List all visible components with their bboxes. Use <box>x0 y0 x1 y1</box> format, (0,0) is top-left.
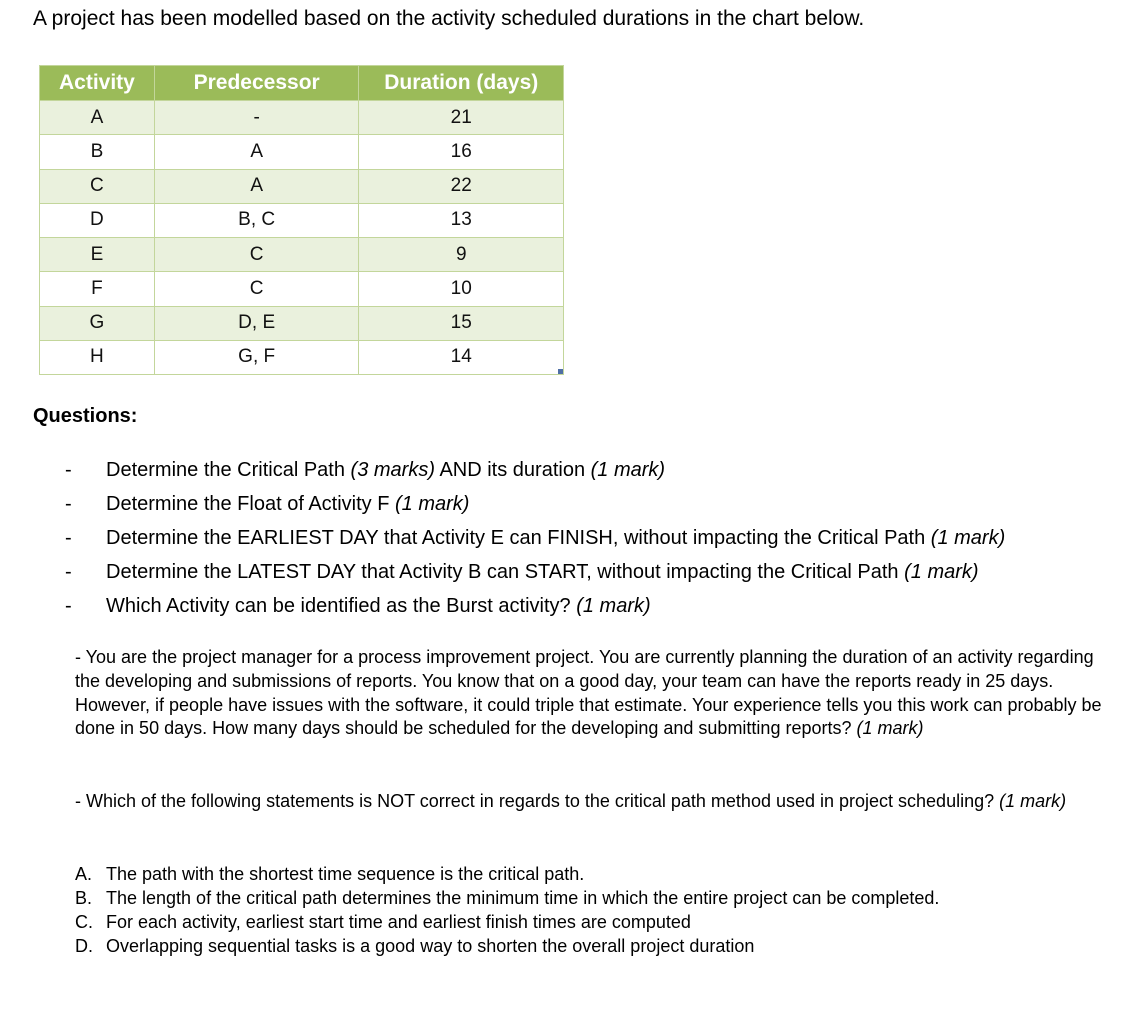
question-text: Determine the LATEST DAY that Activity B can START, without impacting the Critical Path (1 mark) <box>106 561 979 583</box>
questions-heading: Questions: <box>33 405 138 427</box>
cell-predecessor: A <box>154 169 359 203</box>
option-letter: B. <box>75 888 93 908</box>
header-predecessor: Predecessor <box>154 66 359 101</box>
cell-duration: 22 <box>359 169 564 203</box>
cell-predecessor: C <box>154 238 359 272</box>
cell-duration: 9 <box>359 238 564 272</box>
table-row <box>40 272 564 306</box>
table-row <box>40 101 564 135</box>
cell-predecessor: G, F <box>154 340 359 374</box>
table-row <box>40 238 564 272</box>
table-row <box>40 340 564 374</box>
option-text: For each activity, earliest start time and earliest finish times are computed <box>106 912 691 932</box>
intro-text: A project has been modelled based on the activity scheduled durations in the chart below. <box>33 7 865 30</box>
bullet-dash: - <box>65 527 72 549</box>
option-letter: A. <box>75 864 93 884</box>
marks-label: (1 mark) <box>576 595 651 617</box>
table-header-row <box>40 66 564 101</box>
marks-label: (1 mark) <box>590 459 666 481</box>
list-item <box>75 934 939 958</box>
table-row <box>40 306 564 340</box>
bullet-dash: - <box>65 595 72 617</box>
option-letter: D. <box>75 936 93 956</box>
cell-activity: A <box>40 101 155 135</box>
cell-predecessor: B, C <box>154 203 359 237</box>
table-row <box>40 135 564 169</box>
cell-duration: 15 <box>359 306 564 340</box>
cell-predecessor: C <box>154 272 359 306</box>
critical-path-question: - Which of the following statements is NOT correct in regards to the critical path method used in project scheduling? (1 mark) <box>75 791 1067 811</box>
marks-label: (1 mark) <box>395 493 470 515</box>
cell-duration: 13 <box>359 203 564 237</box>
option-letter: C. <box>75 912 93 932</box>
header-activity: Activity <box>40 66 155 101</box>
cell-predecessor: A <box>154 135 359 169</box>
option-text: The length of the critical path determines the minimum time in which the entire project can be completed. <box>106 888 940 908</box>
cell-activity: D <box>40 203 155 237</box>
cell-duration: 21 <box>359 101 564 135</box>
marks-label: (1 mark) <box>904 561 979 583</box>
cell-activity: F <box>40 272 155 306</box>
list-item <box>75 910 939 934</box>
list-item <box>75 886 939 910</box>
cell-predecessor: - <box>154 101 359 135</box>
bullet-dash: - <box>65 561 72 583</box>
cell-activity: C <box>40 169 155 203</box>
pert-estimate-question: - You are the project manager for a process improvement project. You are currently planning the duration of an activity regarding the developing and submissions of reports. You know that on a good day, your team can have the reports ready in 25 days. However, if people have issues with the software, it could triple that estimate. Your experience tells you this work can probably be done in 50 days. How many days should be scheduled for the developing and submitting reports? (1 mark) <box>75 647 1102 739</box>
bullet-dash: - <box>65 493 72 515</box>
header-duration: Duration (days) <box>359 66 564 101</box>
option-text: Overlapping sequential tasks is a good way to shorten the overall project duration <box>106 936 755 956</box>
table-row <box>40 203 564 237</box>
cell-duration: 16 <box>359 135 564 169</box>
table-resize-handle-icon <box>558 369 563 374</box>
question-text: Which Activity can be identified as the Burst activity? (1 mark) <box>106 595 651 617</box>
table-row <box>40 169 564 203</box>
marks-label: (1 mark) <box>930 527 1006 549</box>
cell-activity: E <box>40 238 155 272</box>
cell-duration: 14 <box>359 340 564 374</box>
answer-options <box>75 862 939 958</box>
marks-label: (1 mark) <box>856 718 924 739</box>
question-text: Determine the EARLIEST DAY that Activity E can FINISH, without impacting the Critical Path (1 mark) <box>106 527 1006 549</box>
cell-predecessor: D, E <box>154 306 359 340</box>
question-text: Determine the Critical Path (3 marks) AND its duration (1 mark) <box>106 459 666 481</box>
list-item <box>75 862 939 886</box>
cell-activity: H <box>40 340 155 374</box>
marks-label: (3 marks) <box>350 459 435 481</box>
question-text: Determine the Float of Activity F (1 mark) <box>106 493 470 515</box>
marks-label: (1 mark) <box>999 791 1067 811</box>
cell-activity: G <box>40 306 155 340</box>
cell-activity: B <box>40 135 155 169</box>
bullet-dash: - <box>65 459 72 481</box>
activity-table <box>39 65 564 375</box>
cell-duration: 10 <box>359 272 564 306</box>
option-text: The path with the shortest time sequence is the critical path. <box>106 864 585 884</box>
